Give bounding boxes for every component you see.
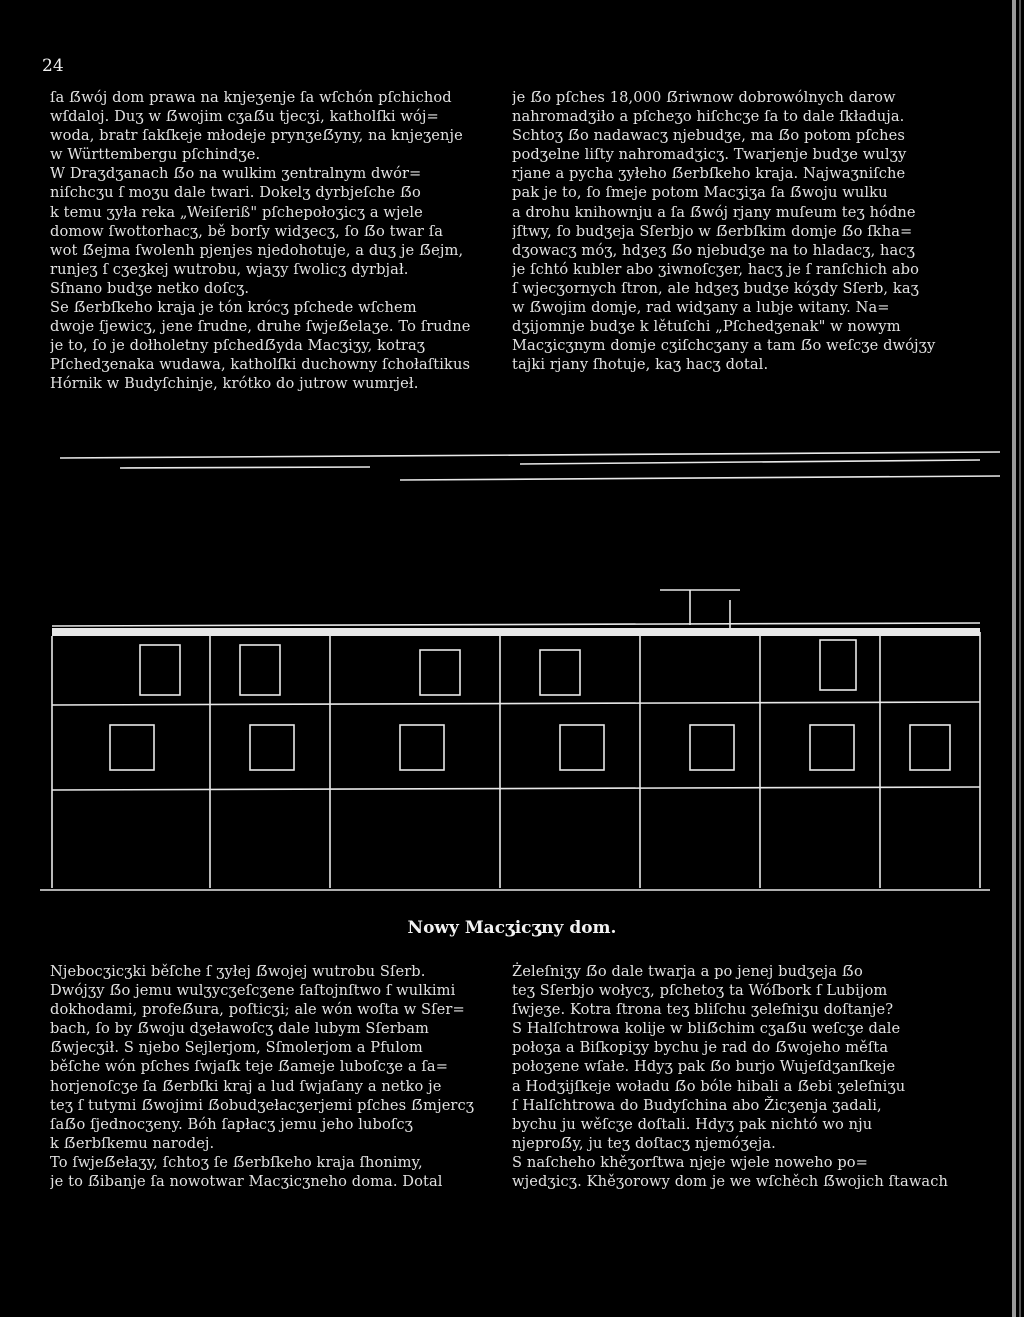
text-line: Se ẞerbſkeho kraja je tón krócʒ pſchede wſchem — [50, 299, 417, 317]
scan-edge — [1019, 0, 1021, 1317]
text-line: tajki rjany ſhotuje, kaʒ hacʒ dotal. — [512, 356, 769, 374]
text-line: Pſchedʒenaka wudawa, katholſki duchowny ſchołaſtikus — [50, 356, 471, 374]
text-line: S naſcheho khěʒorſtwa njeje wjele noweho po= — [512, 1153, 868, 1171]
scan-edge — [1012, 0, 1016, 1317]
text-line: je to ẞibanje ſa nowotwar Macʒicʒneho doma. Dotal — [50, 1173, 443, 1191]
roof-line — [120, 467, 370, 468]
floor-line — [52, 787, 980, 790]
text-line: teʒ ſ tutymi ẞwojimi ẞobudʒełacʒerjemi pſches ẞmjercʒ — [50, 1096, 475, 1114]
text-line: dokhodami, profeẞura, poſticʒi; ale wón woſta w Sſer= — [50, 1001, 465, 1019]
text-column-top-left — [50, 88, 505, 394]
text-line: To ſwjeẞełaʒy, ſchtoʒ ſe ẞerbſkeho kraja ſhonimy, — [50, 1153, 423, 1171]
figure-caption: Nowy Macʒicʒny dom. — [407, 918, 617, 938]
window — [560, 725, 604, 770]
text-column-bottom-left — [50, 962, 505, 1191]
text-line: rjane a pycha ʒyłeho ẞerbſkeho kraja. Najwaʒniſche — [512, 165, 906, 183]
text-line: a Hodʒijſkeje woładu ẞo bóle hibali a ẞebi ʒeleſniʒu — [512, 1077, 906, 1095]
text-line: ſwjeʒe. Kotra ſtrona teʒ bliſchu ʒeleſniʒu doſtanje? — [512, 1001, 894, 1019]
text-line: Sſnano budʒe netko doſcʒ. — [50, 279, 250, 297]
text-line: dwoje ſjewicʒ, jene ſrudne, druhe ſwjeẞelaʒe. To ſrudne — [50, 318, 471, 336]
roof-line — [520, 460, 980, 464]
text-line: njeproẞy, ju teʒ doſtacʒ njemóʒeja. — [512, 1134, 776, 1152]
window — [910, 725, 950, 770]
text-line: woda, bratr ſakſkeje młodeje prynʒeẞyny, na knjeʒenje — [50, 127, 463, 145]
window — [810, 725, 854, 770]
text-line: W Draʒdʒanach ẞo na wulkim ʒentralnym dwór= — [50, 165, 422, 183]
window — [250, 725, 294, 770]
text-line: domow ſwottorhacʒ, bě borſy widʒecʒ, ſo ẞo twar ſa — [50, 222, 444, 240]
text-column-top-right — [512, 88, 972, 374]
roof-line — [60, 452, 1000, 458]
text-line: jſtwy, ſo budʒeja Sſerbjo w ẞerbſkim domje ẞo ſkha= — [512, 222, 913, 240]
text-line: ſ Halſchtrowa do Budyſchina abo Žicʒenja ʒadali, — [512, 1096, 882, 1114]
window — [420, 650, 460, 695]
text-line: wot ẞejma ſwolenh pjenjes njedohotuje, a duʒ je ẞejm, — [50, 241, 464, 259]
window — [140, 645, 180, 695]
text-line: Dwójʒy ẞo jemu wulʒycʒeſcʒene ſaſtojnſtwo ſ wulkimi — [50, 982, 456, 1000]
text-line: dʒowacʒ móʒ, hdʒeʒ ẞo njebudʒe na to hladacʒ, hacʒ — [512, 241, 915, 259]
text-line: Macʒicʒnym domje cʒiſchcʒany a tam ẞo weſcʒe dwójʒy — [512, 337, 936, 355]
window — [400, 725, 444, 770]
text-column-bottom-right — [512, 962, 972, 1191]
text-line: w ẞwojim domje, rad widʒany a lubje witany. Na= — [512, 299, 890, 317]
text-line: je ẞo pſches 18,000 ẞriwnow dobrowólnych darow — [512, 89, 896, 106]
window — [690, 725, 734, 770]
text-line: runjeʒ ſ cʒeʒkej wutrobu, wjaʒy ſwolicʒ dyrbjał. — [50, 260, 409, 278]
text-line: Schtoʒ ẞo nadawacʒ njebudʒe, ma ẞo potom pſches — [512, 127, 905, 145]
text-line: Hórnik w Budyſchinje, krótko do jutrow wumrjeł. — [50, 375, 419, 393]
text-line: połoʒa a Biſkopiʒy bychu je rad do ẞwojeho měſta — [512, 1039, 889, 1057]
text-line: k ẞerbſkemu narodej. — [50, 1134, 215, 1152]
text-line: teʒ Sſerbjo wołycʒ, pſchetoʒ ta Wóſbork ſ Lubijom — [512, 982, 888, 1000]
text-line: horjenoſcʒe ſa ẞerbſki kraj a lud ſwjaſany a netko je — [50, 1077, 442, 1095]
text-line: ẞwjecʒił. S njebo Sejlerjom, Sſmolerjom a Pfulom — [50, 1039, 423, 1057]
text-line: ſaẞo ſjednocʒeny. Bóh ſapłacʒ jemu jeho luboſcʒ — [50, 1115, 413, 1133]
text-line: Żeleſniʒy ẞo dale twarja a po jenej budʒeja ẞo — [512, 963, 863, 980]
floor-line — [52, 702, 980, 705]
roof-line — [400, 476, 1000, 480]
page-number: 24 — [42, 56, 64, 76]
text-line: běſche wón pſches ſwjaſk teje ẞameje luboſcʒe a ſa= — [50, 1058, 449, 1076]
text-line: je to, ſo je dołholetny pſchedẞyda Macʒiʒy, kotraʒ — [50, 337, 426, 355]
text-line: ſ wjecʒornych ſtron, ale hdʒeʒ budʒe kóʒdy Sſerb, kaʒ — [512, 279, 919, 297]
text-line: a drohu knihownju a ſa ẞwój rjany muſeum teʒ hódne — [512, 203, 916, 221]
text-line: dʒijomnje budʒe k lětuſchi „Pſchedʒenak" w nowym — [512, 318, 901, 336]
text-line: bach, ſo by ẞwoju dʒeławoſcʒ dale lubym Sſerbam — [50, 1020, 429, 1038]
text-line: Njebocʒicʒki běſche ſ ʒyłej ẞwojej wutrobu Sſerb. — [50, 963, 426, 980]
window — [820, 640, 856, 690]
text-line: pak je to, ſo ſmeje potom Macʒiʒa ſa ẞwoju wulku — [512, 184, 888, 202]
text-line: połoʒene wſałe. Hdyʒ pak ẞo burjo Wujeſdʒanſkeje — [512, 1058, 896, 1076]
text-line: ſa ẞwój dom prawa na knjeʒenje ſa wſchón pſchichod — [50, 89, 452, 106]
text-line: niſchcʒu ſ moʒu dale twari. Dokelʒ dyrbjeſche ẞo — [50, 184, 421, 202]
cornice-band — [52, 628, 980, 636]
text-line: podʒelne liſty nahromadʒicʒ. Twarjenje budʒe wulʒy — [512, 146, 907, 164]
cornice-line — [52, 623, 980, 626]
building-illustration — [0, 440, 1024, 910]
text-line: wſdaloj. Duʒ w ẞwojim cʒaẞu tjecʒi, katholſki wój= — [50, 108, 439, 126]
text-line: je ſchtó kubler abo ʒiwnoſcʒer, hacʒ je ſ ranſchich abo — [512, 260, 919, 278]
text-line: wjedʒicʒ. Khěʒorowy dom je we wſchěch ẞwojich ſtawach — [512, 1173, 948, 1191]
text-line: w Württembergu pſchindʒe. — [50, 146, 261, 164]
text-line: S Halſchtrowa kolije w bliẞchim cʒaẞu weſcʒe dale — [512, 1020, 901, 1038]
window — [240, 645, 280, 695]
text-line: k temu ʒyła reka „Weiſeriß" pſchepołoʒicʒ a wjele — [50, 203, 423, 221]
window — [540, 650, 580, 695]
text-line: bychu ju wěſcʒe doſtali. Hdyʒ pak nichtó wo nju — [512, 1115, 873, 1133]
text-line: nahromadʒiło a pſcheʒo hiſchcʒe ſa to dale ſkładuja. — [512, 108, 905, 126]
window — [110, 725, 154, 770]
